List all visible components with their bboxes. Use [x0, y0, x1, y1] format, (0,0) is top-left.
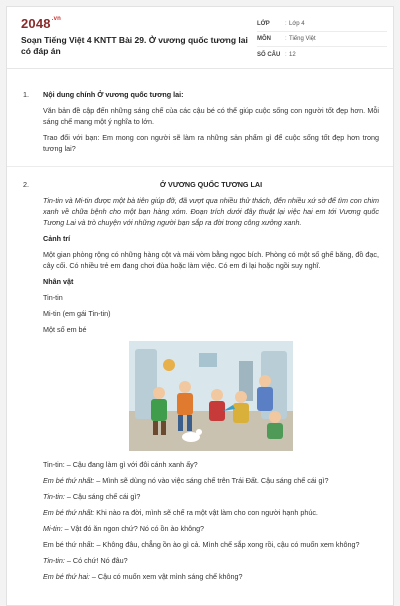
section-divider [7, 166, 393, 167]
character-item: Một số em bé [43, 325, 87, 334]
section-1 [21, 89, 379, 154]
dialogue-line [43, 491, 379, 502]
characters-heading: Nhân vật [43, 277, 74, 286]
meta-row-question-count [257, 47, 387, 62]
document-page [6, 6, 394, 606]
dialogue-speaker: Tin-tin: [43, 492, 65, 501]
meta-value: Tiếng Việt [289, 36, 316, 42]
dialogue-line [43, 571, 379, 582]
meta-label: SỐ CÂU [257, 51, 281, 58]
paragraph: Trao đổi với bạn: Em mong con người sẽ làm ra những sản phẩm gì để cuộc sống tốt đẹp hơn trong tương lai? [43, 133, 379, 153]
meta-separator: : [285, 36, 287, 42]
dialogue-line [43, 507, 379, 518]
section-number: 2. [23, 180, 29, 189]
character-item: Mi-tin (em gái Tin-tin) [43, 309, 111, 318]
section-number: 1. [23, 90, 29, 99]
meta-row-subject [257, 32, 387, 47]
dialogue-text: – Vật đó ăn ngon chứ? Nó có ồn ào không? [62, 524, 205, 533]
dialogue-text: – Mình sẽ dùng nó vào việc sáng chế trên Trái Đất. Cậu sáng chế cái gì? [94, 476, 329, 485]
meta-separator: : [285, 51, 287, 58]
dialogue-text: – Có chứ! Nó đâu? [64, 556, 128, 565]
meta-row-grade [257, 17, 387, 32]
logo-text: 2048 [21, 16, 51, 31]
scene-text: Một gian phòng rộng có những hàng cột và mái vòm bằng ngọc bích. Phòng có một số ghế băng, đồ đạc, cây cối. Có nhiều trẻ em đang chơi đùa hoặc làm việc. Có em đi lại hoặc ngồi suy nghĩ. [43, 250, 379, 270]
dialogue-line [43, 539, 379, 550]
section-2 [21, 179, 379, 582]
dialogue-line [43, 523, 379, 534]
story-title: Ở VƯƠNG QUỐC TƯƠNG LAI [159, 180, 263, 189]
dialogue-text: – Không đâu, chẳng ồn ào gì cả. Mình chế sắp xong rồi, cậu có muốn xem không? [94, 540, 360, 549]
dialogue-line [43, 475, 379, 486]
meta-label: MÔN [257, 36, 271, 42]
document-title: Soạn Tiếng Việt 4 KNTT Bài 29. Ở vương quốc tương lai có đáp án [21, 35, 248, 56]
dialogue-text: Khi nào ra đời, mình sẽ chế ra một vật làm cho con người hạnh phúc. [94, 508, 318, 517]
dialogue-line [43, 555, 379, 566]
story-illustration [129, 341, 293, 451]
document-content [7, 69, 393, 582]
dialogue-speaker: Em bé thứ nhất: [43, 476, 95, 485]
dialogue-speaker: Em bé thứ nhất: [43, 540, 95, 549]
site-logo[interactable] [21, 16, 61, 31]
section-title: Nội dung chính Ở vương quốc tương lai: [43, 90, 184, 99]
meta-label: LỚP [257, 21, 270, 27]
dialogue-speaker: Mi-tin: [43, 524, 63, 533]
document-header [7, 7, 393, 69]
meta-value: 12 [289, 51, 296, 58]
dialogue-speaker: Em bé thứ nhất: [43, 508, 95, 517]
dialogue-text: – Cậu có muốn xem vật mình sáng chế không? [89, 572, 243, 581]
document-meta [257, 17, 387, 62]
character-item: Tin-tin [43, 293, 63, 302]
dialogue-speaker: Tin-tin: [43, 556, 65, 565]
dialogue-text: – Cậu sáng chế cái gì? [64, 492, 141, 501]
meta-value: Lớp 4 [289, 21, 305, 27]
dialogue-text: – Cậu đang làm gì với đôi cánh xanh ấy? [64, 460, 198, 469]
scene-heading: Cảnh trí [43, 234, 71, 243]
paragraph: Văn bản đề cập đến những sáng chế của các cậu bé có thể giúp cuộc sống con người tốt đẹp hơn. Mỗi sáng chế mang một ý nghĩa to lớn. [43, 106, 379, 126]
story-intro: Tin-tin và Mi-tin được một bà tiên giúp đỡ, đã vượt qua nhiều thử thách, đến nhiều xứ sở để tìm con chim xanh về chữa bệnh cho một bạn hàng xóm. Đoạn trích dưới đây thuật lại việc hai em tới Vương quốc Tương Lai và trò chuyện với những người bạn sắp ra đời trong công xưởng xanh. [43, 196, 379, 227]
logo-suffix: .vn [51, 16, 62, 22]
meta-separator: : [285, 21, 287, 27]
dialogue-speaker: Em bé thứ hai: [43, 572, 90, 581]
dialogue-speaker: Tin-tin: [43, 460, 65, 469]
dialogue-line [43, 459, 379, 470]
